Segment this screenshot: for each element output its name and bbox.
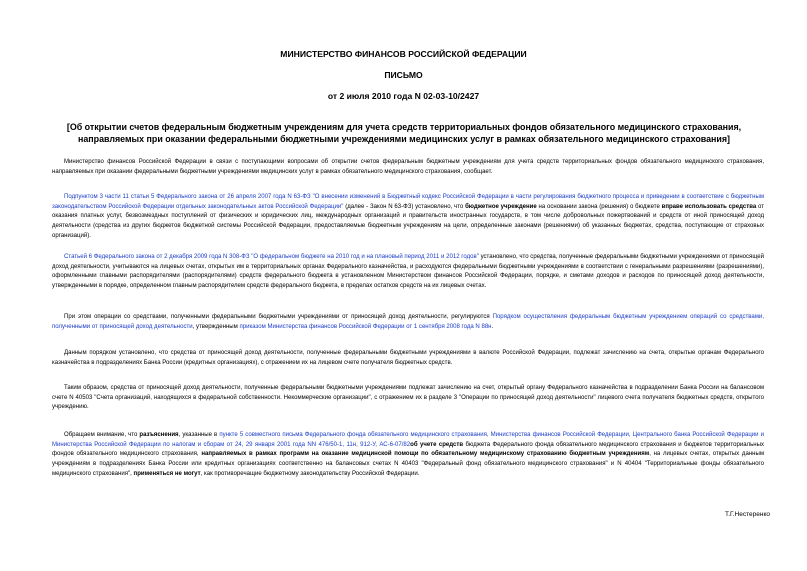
signature: Т.Г.Нестеренко [724,511,770,518]
paragraph-7: Обращаем внимание, что разъяснения, указанные в пункте 5 совместного письма Федерального фонда обязательного медицинского страхования, Министерства финансов Российской Федерации, Центрального банка Российской Федерации и Министерства Российской Федерации по налогам и сборам от 24, 29 января 2001 года NN 476/50-1, 11н, 912-У, АС-6-07/82об учете средств бюджета Федерального фонда обязательного медицинского страхования и бюджетов территориальных фондов обязательного медицинского страхования, направляемых в рамках программ на оказание медицинской помощи по обязательному медицинскому страхованию бюджетным учреждениям, на лицевых счетах, открытых данным учреждениям в подразделениях Банка России или кредитных организациях соответственно на балансовых счетах N 40403 "Федеральный фонд обязательного медицинского страхования" и N 40404 "Территориальные фонды обязательного медицинского страхования", применяться не могут, как противоречащие бюджетному законодательству Российской Федерации. [52,432,764,477]
paragraph-3: Статьей 6 Федерального закона от 2 декабря 2009 года N 308-ФЗ "О федеральном бюджете на 2010 год и на плановый период 2011 и 2012 годов" установлено, что средства, полученные федеральными бюджетными учреждениями от приносящей доход деятельности, учитываются на лицевых счетах, открытых им в территориальных органах Федерального казначейства, и расходуются федеральными бюджетными учреждениями в соответствии с генеральными разрешениями (разрешениями), оформленными главными распорядителями (распорядителями) средств федерального бюджета в установленном Министерством финансов Российской Федерации, порядке, и сметами доходов и расходов по приносящей доход деятельности, утвержденными в порядке, определенном главным распорядителем средств федерального бюджета, в пределах остатков средств на их лицевых счетах. [52,254,764,290]
date-number-heading: от 2 июля 2010 года N 02-03-10/2427 [327,91,480,101]
paragraph-5: Данным порядком установлено, что средства от приносящей доход деятельности, полученные федеральными бюджетными учреждениями в валюте Российской Федерации, подлежат зачислению на счета, открытые органам Федерального казначейства в подразделениях Банка России (кредитных организациях), с отражением их на лицевом счете получателя бюджетных средств. [52,350,764,366]
paragraph-6: Таким образом, средства от приносящей доход деятельности, полученные федеральными бюджетными учреждениями подлежат зачислению на счет, открытый органу Федерального казначейства в подразделении Банка России на балансовом счете N 40503 "Счета организаций, находящихся в федеральной собственности. Некоммерческие организации", с отражением их в разделе 3 "Операции по приносящей доход деятельности" лицевого счета получателя бюджетных средств, открытого учреждению. [52,385,764,411]
paragraph-1-text: Министерство финансов Российской Федерации в связи с поступающими вопросами об открытии счетов федеральным бюджетным учреждениям для учета средств территориальных фондов обязательного медицинского страхования, направляемых при оказании федеральными бюджетными учреждениями медицинских услуг в рамках обязательного медицинского страхования, сообщает. [52,159,764,175]
letter-subject: [Об открытии счетов федеральным бюджетным учреждениям для учета средств территориальных фондов обязательного медицинского страхования, направляемых при оказании федеральными бюджетными учреждениями медицинских услуг в рамках обязательного медицинского страхования] [66,122,742,144]
doc-type-heading: ПИСЬМО [384,70,423,80]
procedure-link[interactable]: Порядком осуществления федеральным бюджетным учреждением операций со средствами, полученными от приносящей доход деятельности [52,314,764,330]
ministry-heading: МИНИСТЕРСТВО ФИНАНСОВ РОССИЙСКОЙ ФЕДЕРАЦИИ [280,49,527,59]
order-88n-link[interactable]: приказом Министерства финансов Российской Федерации от 1 сентября 2008 года N 88н [239,323,492,330]
paragraph-2: Подпунктом 3 части 11 статьи 5 Федерального закона от 26 апреля 2007 года N 63-ФЗ "О внесении изменений в Бюджетный кодекс Российской Федерации в части регулирования бюджетного процесса и приведении в соответствие с бюджетным законодательством Российской Федерации отдельных законодательных актов Российской Федерации" (далее - Закон N 63-ФЗ) установлено, что бюджетное учреждение на основании закона (решения) о бюджете вправе использовать средства от оказания платных услуг, безвозмездных поступлений от физических и юридических лиц, международных организаций и правительств иностранных государств, в том числе добровольных пожертвований и средств от иной приносящей доход деятельности (средства из других бюджетов бюджетной системы Российской Федерации, предоставляемые бюджетным учреждениям на цели, определенные законами (решениями) об указанных бюджетах, средства, поступающие от страховых организаций). [52,194,764,239]
joint-letter-link[interactable]: пункте 5 совместного письма Федерального фонда обязательного медицинского страхования, Министерства финансов Российской Федерации, Центрального банка Российской Федерации и Министерства Российской Федерации по налогам и сборам от 24, 29 января 2001 года NN 476/50-1, 11н, 912-У, АС-6-07/82 [52,432,764,448]
paragraph-4: При этом операции со средствами, полученными федеральными бюджетными учреждениями от приносящей доход деятельности, регулируются Порядком осуществления федеральным бюджетным учреждением операций со средствами, полученными от приносящей доход деятельности, утвержденным приказом Министерства финансов Российской Федерации от 1 сентября 2008 года N 88н. [52,314,764,330]
paragraph-1 [52,158,764,177]
law-308fz-link[interactable]: Статьей 6 Федерального закона от 2 декабря 2009 года N 308-ФЗ "О федеральном бюджете на 2010 год и на плановый период 2011 и 2012 годов" [64,254,479,260]
law-63fz-link[interactable]: Подпунктом 3 части 11 статьи 5 Федерального закона от 26 апреля 2007 года N 63-ФЗ "О внесении изменений в Бюджетный кодекс Российской Федерации в части регулирования бюджетного процесса и приведении в соответствие с бюджетным законодательством Российской Федерации отдельных законодательных актов Российской Федерации" [52,194,764,210]
